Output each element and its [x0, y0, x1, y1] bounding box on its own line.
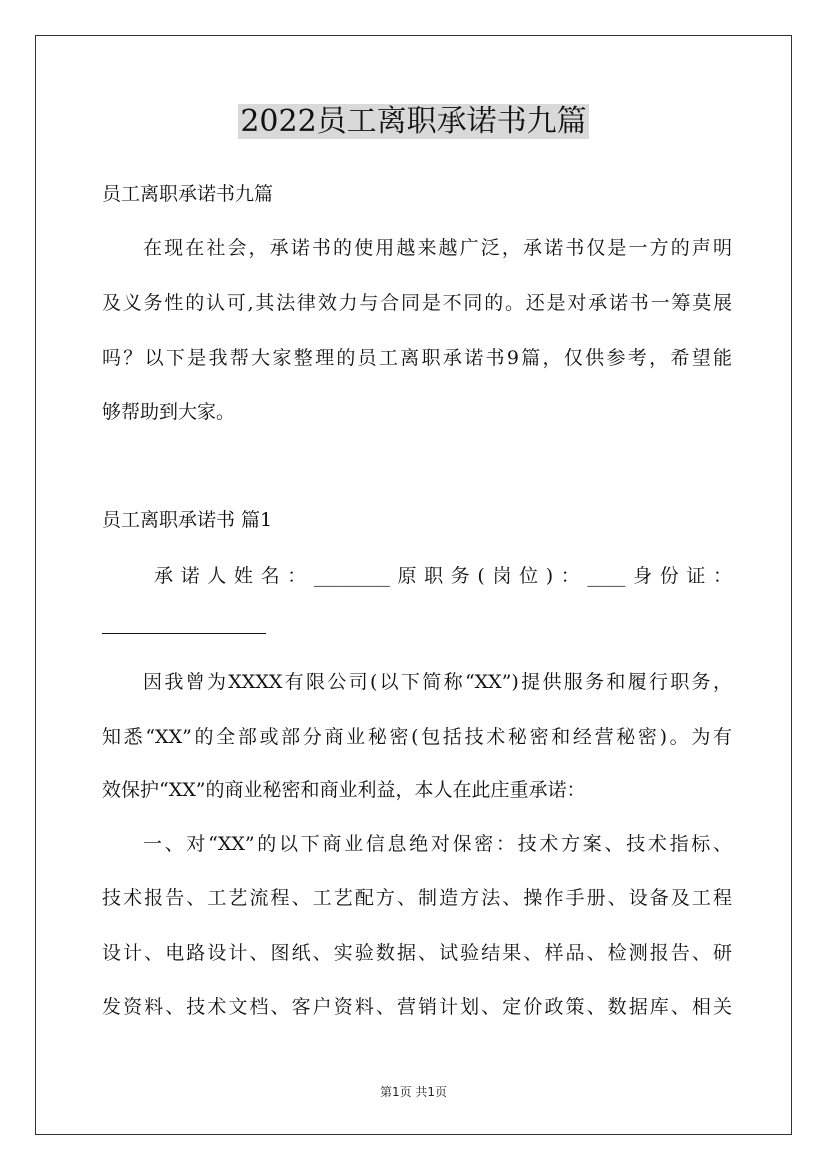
form-line: 承诺人姓名：________原职务(岗位)：____身份证：	[154, 565, 732, 587]
body-line-1: 因我曾为XXXX有限公司(以下简称“XX”)提供服务和履行职务，	[143, 671, 732, 693]
document-title	[0, 100, 827, 144]
intro-line-4: 够帮助到大家。	[102, 401, 236, 423]
body-line-5: 技术报告、工艺流程、工艺配方、制造方法、操作手册、设备及工程	[102, 887, 732, 909]
intro-line-1: 在现在社会，承诺书的使用越来越广泛，承诺书仅是一方的声明	[143, 237, 732, 259]
body-line-7: 发资料、技术文档、客户资料、营销计划、定价政策、数据库、相关	[102, 996, 732, 1018]
document-subtitle: 员工离职承诺书九篇	[102, 183, 274, 205]
intro-line-3: 吗？以下是我帮大家整理的员工离职承诺书9篇，仅供参考，希望能	[102, 347, 732, 369]
body-line-2: 知悉“XX”的全部或部分商业秘密(包括技术秘密和经营秘密)。为有	[102, 726, 732, 748]
body-line-3: 效保护“XX”的商业秘密和商业利益，本人在此庄重承诺：	[102, 779, 586, 801]
section-heading: 员工离职承诺书 篇1	[102, 509, 273, 531]
document-title-text: 2022员工离职承诺书九篇	[240, 104, 587, 139]
page-footer: 第1页 共1页	[379, 1085, 448, 1099]
body-line-4: 一、对“XX”的以下商业信息绝对保密：技术方案、技术指标、	[143, 833, 732, 855]
body-line-6: 设计、电路设计、图纸、实验数据、试验结果、样品、检测报告、研	[102, 942, 732, 964]
id-number-blank	[102, 633, 266, 634]
intro-line-2: 及义务性的认可,其法律效力与合同是不同的。还是对承诺书一筹莫展	[102, 292, 732, 314]
